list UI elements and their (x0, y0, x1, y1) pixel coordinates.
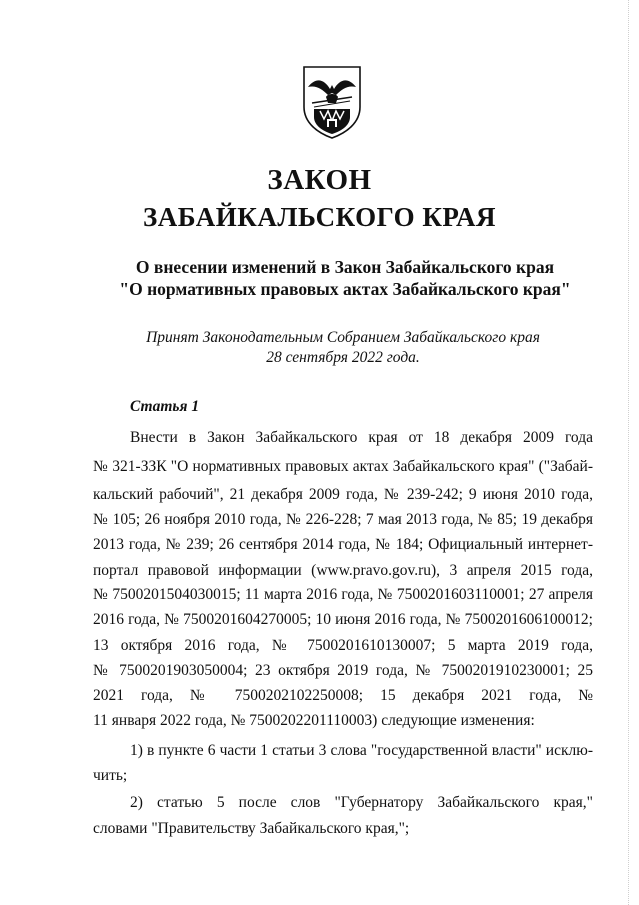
coat-of-arms-icon (302, 63, 362, 139)
adoption-date: 28 сентября 2022 года. (266, 349, 420, 366)
body-line: 2021 года, № 7500202102250008; 15 декабря 2021 года, № (93, 687, 593, 704)
body-line: № 105; 26 ноября 2010 года, № 226-228; 7 мая 2013 года, № 85; 19 декабря (93, 511, 593, 528)
scan-edge-artifact (627, 0, 629, 905)
amendment-item-1: 1) в пункте 6 части 1 статьи 3 слова "государственной власти" исклю- (130, 742, 593, 759)
amendment-item-2: 2) статью 5 после слов "Губернатору Забайкальского края," (130, 794, 593, 811)
amendment-item-1-cont: чить; (93, 767, 128, 784)
body-line: Внести в Закон Забайкальского края от 18 декабря 2009 года (130, 429, 593, 446)
body-line: 2013 года, № 239; 26 сентября 2014 года, № 184; Официальный интернет- (93, 536, 593, 553)
body-line: № 7500201903050004; 23 октября 2019 года, № 7500201910230001; 25 (93, 662, 593, 679)
law-region-title: ЗАБАЙКАЛЬСКОГО КРАЯ (143, 202, 496, 232)
law-subject-line: "О нормативных правовых актах Забайкальского края" (119, 279, 571, 299)
adoption-note-line: Принят Законодательным Собранием Забайкальского края (146, 329, 540, 346)
body-line: 11 января 2022 года, № 7500202201110003) следующие изменения: (93, 712, 535, 729)
law-subject-line: О внесении изменений в Закон Забайкальского края (135, 257, 555, 277)
body-line: 13 октября 2016 года, № 7500201610130007; 5 марта 2019 года, (93, 637, 593, 654)
article-heading: Статья 1 (130, 398, 200, 415)
law-title: ЗАКОН (267, 164, 372, 196)
body-line: кальский рабочий", 21 декабря 2009 года, № 239-242; 9 июня 2010 года, (93, 486, 593, 503)
body-line: № 321-ЗЗК "О нормативных правовых актах Забайкальского края" ("Забай- (93, 458, 593, 475)
body-line: портал правовой информации (www.pravo.gov.ru), 3 апреля 2015 года, (93, 562, 593, 579)
adoption-note (0, 328, 639, 368)
law-subject (0, 256, 639, 300)
body-line: 2016 года, № 7500201604270005; 10 июня 2016 года, № 7500201606100012; (93, 611, 593, 628)
body-line: № 7500201504030015; 11 марта 2016 года, № 7500201603110001; 27 апреля (93, 586, 593, 603)
amendment-item-2-cont: словами "Правительству Забайкальского края,"; (93, 820, 410, 837)
